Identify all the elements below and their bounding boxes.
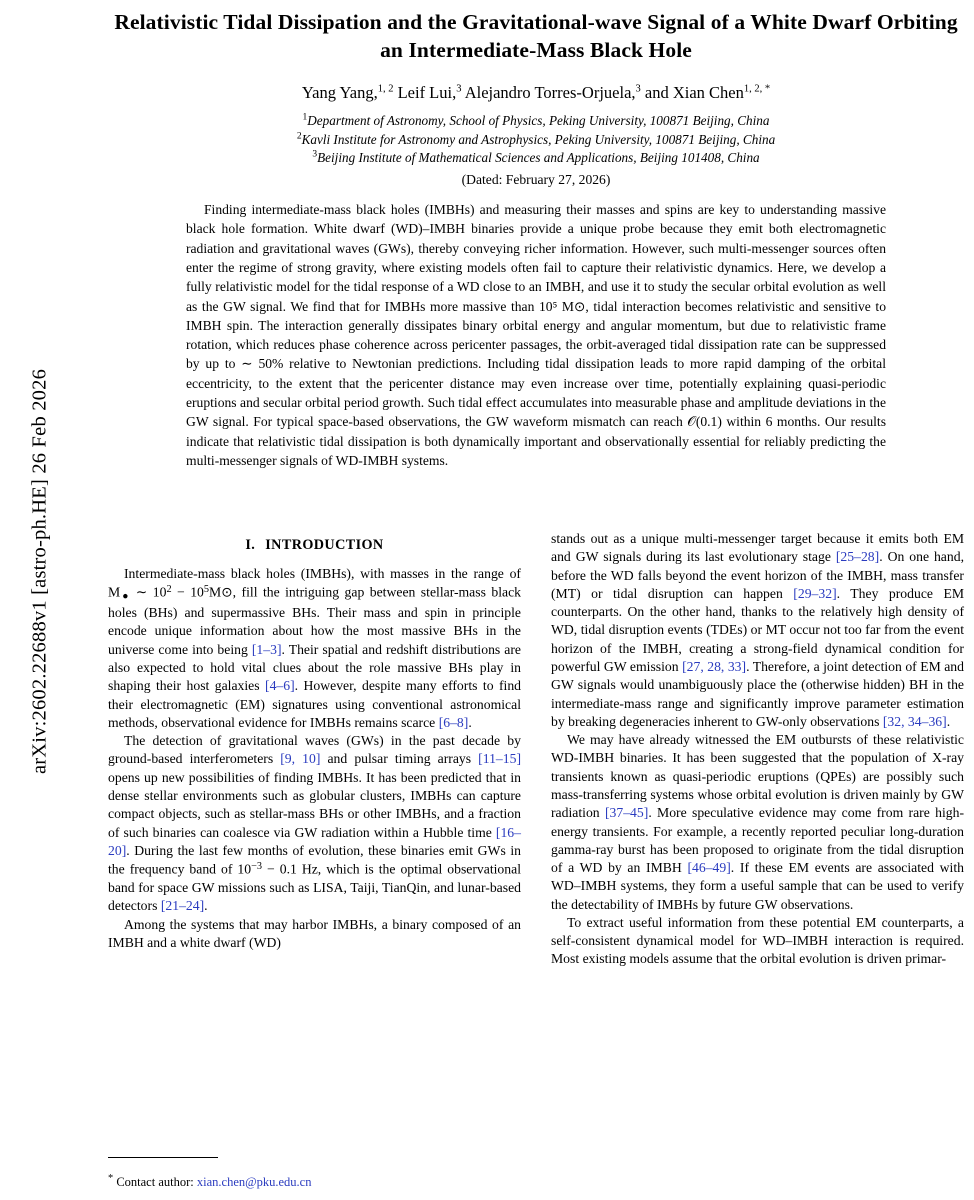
r2-part-c: . If these EM events are associated with WD–IMBH systems, they form a useful sample that can be used to verify the detectability of IMBHs by future GW observations.	[551, 860, 964, 912]
affiliation-1	[108, 112, 964, 131]
affiliation-3	[108, 149, 964, 168]
citation-21-24[interactable]: [21–24]	[160, 898, 205, 914]
p2-part-d: . During the last few months of evolution, these binaries emit GWs in the frequency band of 10	[108, 842, 521, 877]
footnote-contact	[108, 1174, 311, 1190]
right-column	[551, 530, 964, 1200]
citation-1-3[interactable]: [1–3]	[251, 641, 282, 657]
arxiv-identifier-stamp: arXiv:2602.22688v1 [astro-ph.HE] 26 Feb 2026	[28, 368, 51, 775]
author-1: Yang Yang,	[301, 82, 378, 102]
left-column	[108, 530, 521, 1200]
date-line: (Dated: February 27, 2026)	[461, 172, 611, 188]
footnote-divider	[108, 1157, 218, 1158]
p1-part-d: − 10	[171, 584, 204, 600]
abstract-text: Finding intermediate-mass black holes (IMBHs) and measuring their masses and spins are key to understanding massive black hole formation. White dwarf (WD)–IMBH binaries provide a unique probe because they emit both electromagnetic radiation and gravitational waves (GWs), thereby conveying richer information. However, such multi-messenger sources often enter the regime of strong gravity, where existing models often fail to capture their relativistic dynamics. Here, we develop a fully relativistic model for the tidal response of a WD close to an IMBH, and use it to study the secular orbital evolution as well as the GW signal. We find that for IMBHs more massive than 10⁵ M⊙, tidal interaction becomes relativistic and sensitive to IMBH spin. The interaction generally dissipates binary orbital energy and angular momentum, but due to relativistic frame rotation, which reduces phase coherence across pericenter passages, the orbit-averaged tidal dissipation rate can be suppressed by up to ∼ 50% relative to Newtonian predictions. Including tidal dissipation leads to more rapid damping of the orbital eccentricity, to the extent that the pericenter distance may even increase over time, potentially explaining quasi-periodic eruptions and secular orbital period growth. Such tidal effect accumulates into measurable phase and amplitude deviations in the GW signal. For typical space-based observations, the GW waveform mismatch can reach 𝒪(0.1) within 6 months. Our results indicate that relativistic tidal dissipation is both dynamically important and observationally essential for reliably predicting the multi-messenger signals of WD-IMBH systems.	[186, 202, 886, 468]
author-3: Alejandro Torres-Orjuela,	[464, 82, 636, 102]
author-2-affil-marker: 3	[456, 83, 462, 95]
section-heading-introduction	[108, 536, 521, 555]
author-3-affil-marker: 3	[635, 83, 641, 95]
paper-header	[108, 0, 964, 470]
affiliation-1-marker: 1	[302, 112, 308, 123]
p1-part-f: M⊙, fill the intriguing gap between stellar-mass black holes (BHs) and supermassive BHs. Their mass and spin in principle encode unique information about how the most massive BHs in the universe come into being	[108, 584, 521, 657]
author-2: Leif Lui,	[397, 82, 457, 102]
r1-part-d: . Therefore, a joint detection of EM and GW signals would unambiguously place the (otherwise hidden) BH in the intermediate-mass range and significantly improve parameter estimation by breaking degeneracies inherent to GW-only observations	[551, 658, 964, 729]
p1-part-b: ∼ 10	[130, 584, 167, 600]
footnote-marker: *	[108, 1172, 114, 1184]
author-4: Xian Chen	[672, 82, 744, 102]
paragraph-5	[551, 731, 964, 914]
affiliation-3-marker: 3	[312, 149, 318, 160]
paragraph-6: To extract useful information from these potential EM counterparts, a self-consistent dynamical model for WD–IMBH interaction is required. Most existing models assume that the orbital evolution is driven primar-	[551, 914, 964, 967]
r1-part-a: stands out as a unique multi-messenger target because it emits both EM and GW signals during its last evolutionary stage	[551, 531, 964, 565]
p1-part-a: Intermediate-mass black holes (IMBHs), with masses in the range of M	[108, 565, 521, 600]
citation-6-8[interactable]: [6–8]	[438, 714, 469, 730]
r1-part-b: . On one hand, before the WD falls beyond the event horizon of the IMBH, mass transfer (MT) or tidal disruption can happen	[551, 549, 964, 601]
paragraph-2	[108, 732, 521, 915]
r2-part-b: . More speculative evidence may come from rare high-energy transients. For example, a recently reported peculiar long-duration gamma-ray burst has been proposed to originate from the tidal disruption of a WD by an IMBH	[551, 805, 964, 876]
author-list	[108, 81, 964, 104]
r1-part-e: .	[946, 713, 951, 729]
p2-part-c: opens up new possibilities of finding IMBHs. It has been predicted that in dense stellar environments such as globular clusters, IMBHs can capture compact objects, such as stellar-mass BHs or other IMBHs, and a fraction of such binaries can coalesce via GW radiation within a Hubble time	[108, 769, 521, 840]
paragraph-3: Among the systems that may harbor IMBHs, a binary composed of an IMBH and a white dwarf (WD)	[108, 916, 521, 950]
citation-27-28-33[interactable]: [27, 28, 33]	[682, 658, 747, 674]
citation-9-10[interactable]: [9, 10]	[280, 751, 321, 767]
footnote-label: Contact author:	[116, 1174, 194, 1189]
p2-part-g: .	[204, 898, 208, 914]
affiliation-2	[108, 131, 964, 150]
section-number: I.	[245, 537, 256, 553]
author-4-affil-marker: 1, 2, *	[743, 83, 771, 95]
p1-exp-5: 5	[203, 584, 210, 596]
section-title: INTRODUCTION	[265, 537, 384, 553]
p2-part-f: − 0.1 Hz, which is the optimal observational band for space GW missions such as LISA, Taiji, TianQin, and lunar-based detectors	[108, 861, 521, 914]
affiliation-2-marker: 2	[296, 131, 302, 142]
citation-16-20[interactable]: [16–20]	[108, 824, 521, 858]
page-title: Relativistic Tidal Dissipation and the Gravitational-wave Signal of a White Dwarf Orbiting an Intermediate-Mass Black Hole	[114, 10, 958, 63]
citation-32-34-36[interactable]: [32, 34–36]	[882, 713, 947, 729]
p1-part-g: . Their spatial and redshift distributions are also expected to hold vital clues about the role massive BHs play in shaping their host galaxies	[108, 641, 521, 694]
r1-part-c: . They produce EM counterparts. On the other hand, thanks to the relatively high density of WD, tidal disruption events (TDEs) or MT occur not too far from the event horizon of the IMBH, creating a strong-field dynamical condition for powerful GW emission	[551, 585, 964, 674]
abstract	[186, 200, 886, 470]
paragraph-1	[108, 565, 521, 732]
affiliations	[108, 112, 964, 168]
affiliation-2-text: Kavli Institute for Astronomy and Astrophysics, Peking University, 100871 Beijing, China	[301, 131, 776, 147]
citation-4-6[interactable]: [4–6]	[265, 678, 295, 694]
affiliation-1-text: Department of Astronomy, School of Physics, Peking University, 100871 Beijing, China	[307, 112, 770, 128]
p1-part-h: . However, despite many efforts to find their electromagnetic (EM) signatures using conventional astronomical methods, observational evidence for IMBHs remains scarce	[108, 678, 522, 730]
p1-exp-2: 2	[166, 584, 172, 596]
p2-part-b: and pulsar timing arrays	[320, 751, 479, 767]
p1-subscript-bullet: ●	[120, 591, 131, 603]
r2-part-a: We may have already witnessed the EM outbursts of these relativistic WD-IMBH binaries. It has been suggested that the population of X-ray transients known as quasi-periodic eruptions (QPEs) are possibly such mass-transferring systems whose orbital evolution is driven mainly by GW radiation	[551, 732, 964, 821]
paragraph-4	[551, 530, 964, 731]
body-columns	[108, 530, 964, 1200]
contact-email-link[interactable]: xian.chen@pku.edu.cn	[196, 1174, 312, 1189]
citation-29-32[interactable]: [29–32]	[793, 585, 837, 601]
p2-exp-minus3: −3	[251, 861, 263, 873]
citation-11-15[interactable]: [11–15]	[478, 751, 521, 767]
citation-25-28[interactable]: [25–28]	[835, 549, 880, 565]
author-1-affil-marker: 1, 2	[377, 83, 394, 95]
citation-46-49[interactable]: [46–49]	[687, 860, 731, 876]
author-conjunction: and	[644, 82, 669, 102]
p2-part-a: The detection of gravitational waves (GWs) in the past decade by ground-based interferometers	[108, 733, 521, 767]
citation-37-45[interactable]: [37–45]	[604, 805, 649, 821]
affiliation-3-text: Beijing Institute of Mathematical Sciences and Applications, Beijing 101408, China	[317, 150, 760, 166]
p1-part-i: .	[468, 714, 472, 730]
